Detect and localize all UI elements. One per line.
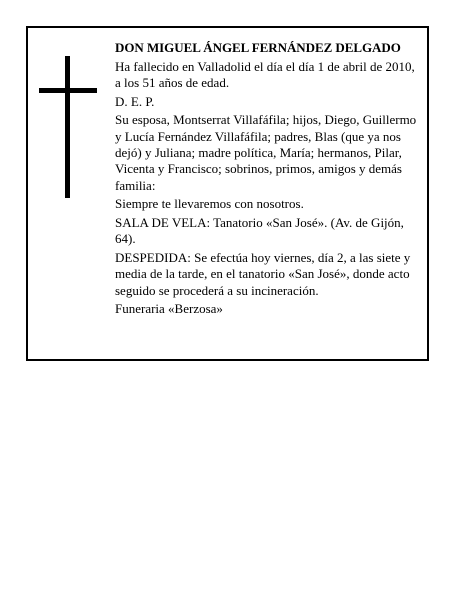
cross-horizontal-bar (39, 88, 97, 93)
family-mourners: Su esposa, Montserrat Villafáfila; hijos, Diego, Guillermo y Lucía Fernández Villafáfila; padres, Blas (que ya nos dejó) y Juliana; madre política, María; hermanos, Pilar, Vicenta y Francisco; sobrinos, primos, amigos y demás familia: (115, 112, 417, 193)
remembrance-line: Siempre te llevaremos con nosotros. (115, 196, 304, 212)
death-announcement: Ha fallecido en Valladolid el día el día 1 de abril de 2010, a los 51 años de edad. (115, 58, 415, 90)
obituary-notice (26, 26, 429, 361)
rest-in-peace: D. E. P. (115, 93, 155, 109)
cross-icon (39, 56, 97, 198)
funeral-home: Funeraria «Berzosa» (115, 301, 223, 317)
viewing-room: SALA DE VELA: Tanatorio «San José». (Av. de Gijón, 64). (115, 215, 404, 247)
farewell-service: DESPEDIDA: Se efectúa hoy viernes, día 2, a las siete y media de la tarde, en el tanatorio «San José», donde acto seguido se procederá a su incineración. (115, 250, 411, 298)
cross-vertical-bar (65, 56, 70, 198)
obituary-text (115, 40, 423, 320)
deceased-name: DON MIGUEL ÁNGEL FERNÁNDEZ DELGADO (115, 40, 401, 55)
